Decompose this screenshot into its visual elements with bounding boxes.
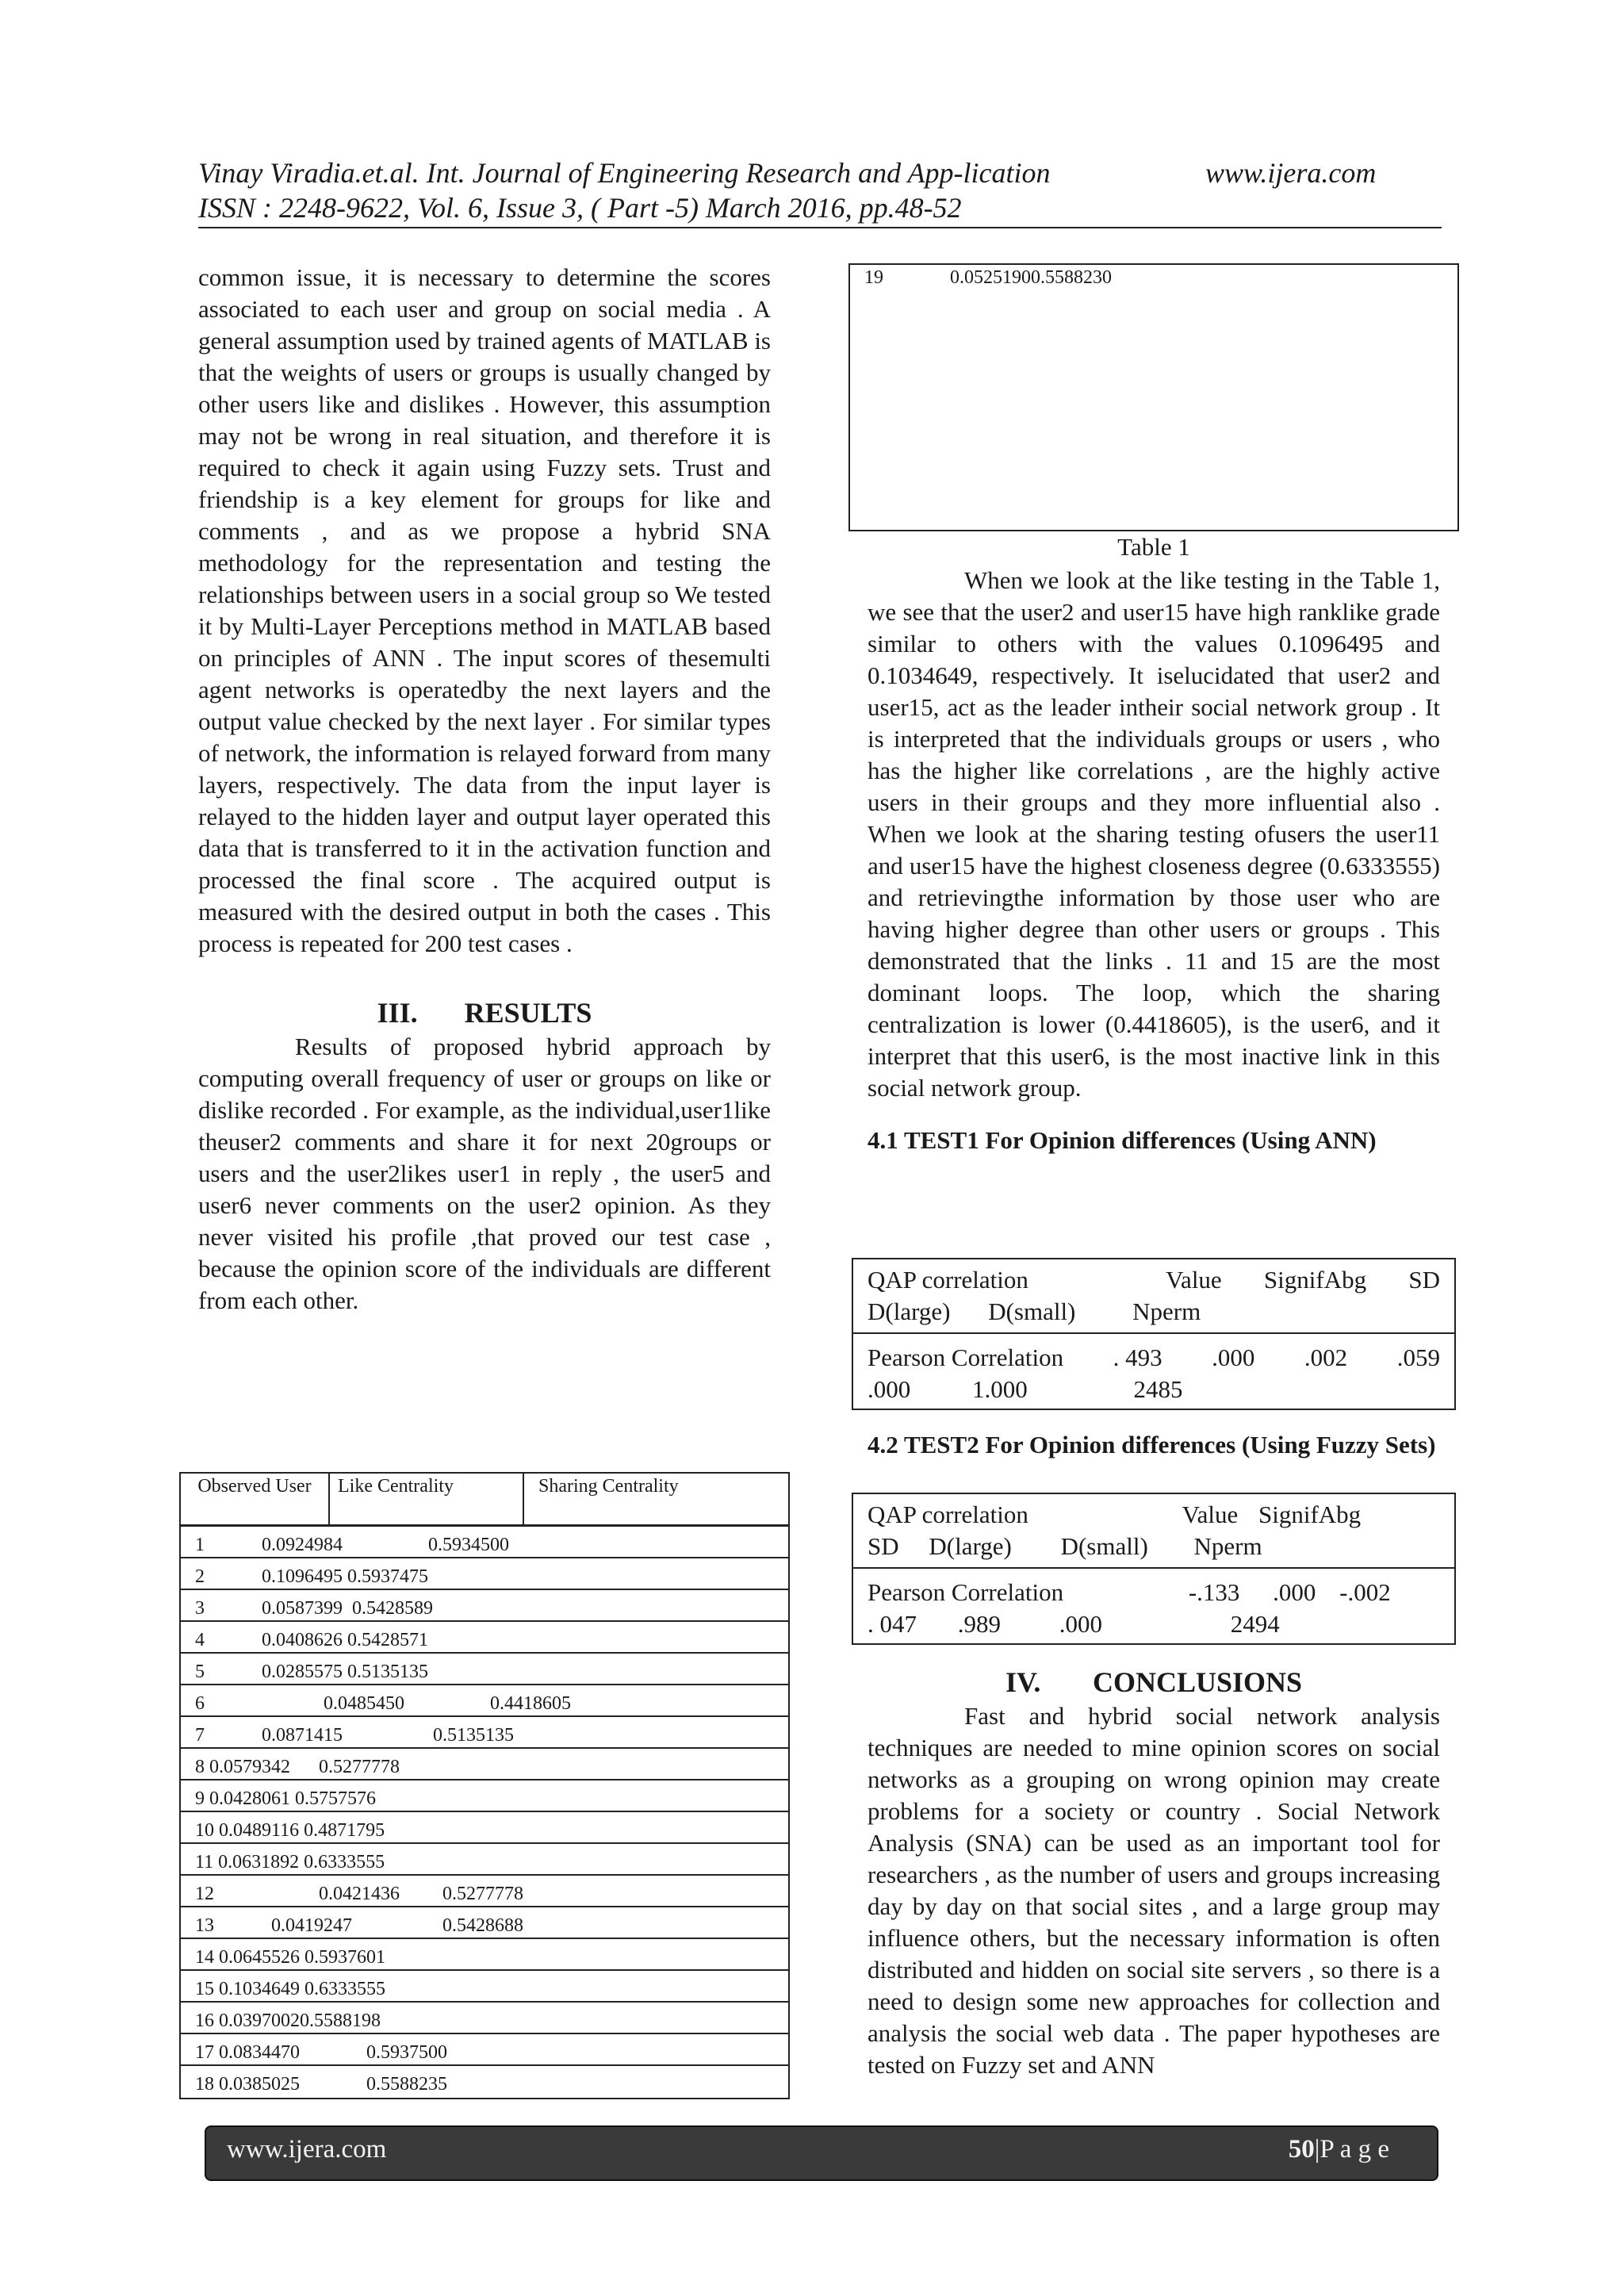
conclusions-heading-text: CONCLUSIONS xyxy=(1092,1666,1303,1698)
cell-d-small: .989 xyxy=(957,1610,1001,1638)
test1-row-line1 xyxy=(868,1342,1440,1374)
table-row: 14 0.0645526 0.5937601 xyxy=(181,1939,788,1971)
header-rule xyxy=(198,227,1442,228)
test2-table-header xyxy=(853,1494,1454,1569)
table-row: 7 0.0871415 0.5135135 xyxy=(181,1717,788,1749)
test2-header-line2 xyxy=(868,1531,1440,1562)
test1-table-header xyxy=(853,1259,1454,1334)
test1-header-line2 xyxy=(868,1296,1440,1328)
col-qap-correlation: QAP correlation xyxy=(868,1501,1028,1528)
cell-nperm-a: .000 xyxy=(1059,1610,1102,1638)
results-paragraph: Results of proposed hybrid approach by computing overall frequency of user or groups on like or dislike recorded . For example, as the individual,user1like theuser2 comments and share it for next 20groups or users and the user2likes user1 in reply , the user5 and user6 never comments on the user2 opinion. As they never visited his profile ,that proved our test case , because the opinion score of the individuals are different from each other. xyxy=(198,1033,771,1314)
footer-page xyxy=(1289,2135,1389,2164)
table-row: 9 0.0428061 0.5757576 xyxy=(181,1780,788,1812)
table-1-body xyxy=(181,1527,788,2098)
conclusions-heading xyxy=(868,1664,1440,1700)
col-value: Value xyxy=(1166,1266,1222,1294)
table-row: 17 0.0834470 0.5937500 xyxy=(181,2034,788,2066)
table-row: 13 0.0419247 0.5428688 xyxy=(181,1907,788,1939)
table-row: 11 0.0631892 0.6333555 xyxy=(181,1844,788,1876)
col-nperm: Nperm xyxy=(1132,1297,1201,1325)
table-row: 5 0.0285575 0.5135135 xyxy=(181,1654,788,1685)
page-label: |P a g e xyxy=(1314,2135,1389,2164)
test1-table-row xyxy=(853,1334,1454,1409)
cell-value: . 493 xyxy=(1113,1343,1162,1371)
test2-row-line2 xyxy=(868,1608,1440,1640)
test1-table xyxy=(852,1258,1456,1410)
table-row: 18 0.0385025 0.5588235 xyxy=(195,2074,447,2095)
col-sd: SD xyxy=(868,1532,899,1560)
test1-heading: 4.1 TEST1 For Opinion differences (Using ANN) xyxy=(868,1126,1377,1154)
test2-row-line1 xyxy=(868,1577,1440,1608)
table-1-header xyxy=(181,1474,788,1527)
cell-nperm-b: 2485 xyxy=(1133,1375,1183,1403)
table-row: 19 0.05251900.5588230 xyxy=(864,267,1112,288)
header-like-centrality: Like Centrality xyxy=(328,1474,523,1524)
header-observed-user: Observed User xyxy=(197,1476,312,1497)
cell-d-large: . 047 xyxy=(868,1610,917,1638)
journal-url: www.ijera.com xyxy=(1205,157,1377,189)
table-row: 12 0.0421436 0.5277778 xyxy=(181,1876,788,1907)
table-1 xyxy=(179,1472,790,2099)
left-column xyxy=(198,262,771,1317)
page-number: 50 xyxy=(1288,2135,1315,2164)
table-row: 16 0.03970020.5588198 xyxy=(181,2003,788,2034)
cell-nperm-b: 2494 xyxy=(1230,1610,1280,1638)
col-value: Value xyxy=(1182,1501,1239,1528)
cell-signifabg: .000 xyxy=(1273,1578,1316,1606)
cell-d-large: .059 xyxy=(1396,1343,1440,1371)
col-sd: SD xyxy=(1408,1266,1440,1294)
cell-value: -.133 xyxy=(1188,1578,1240,1606)
test2-heading: 4.2 TEST2 For Opinion differences (Using Fuzzy Sets) xyxy=(868,1431,1436,1458)
col-qap-correlation: QAP correlation xyxy=(868,1266,1028,1294)
table-row: 4 0.0408626 0.5428571 xyxy=(181,1622,788,1654)
table-1-continued xyxy=(848,263,1459,531)
conclusions-section xyxy=(868,1664,1440,2081)
cell-pearson-correlation: Pearson Correlation xyxy=(868,1578,1064,1606)
col-d-small: D(small) xyxy=(1060,1532,1148,1560)
table-row: 2 0.1096495 0.5937475 xyxy=(181,1558,788,1590)
col-nperm: Nperm xyxy=(1193,1532,1262,1560)
header-sharing-centrality: Sharing Centrality xyxy=(523,1474,788,1524)
table-1-caption: Table 1 xyxy=(1117,533,1190,561)
cell-d-small: .000 xyxy=(868,1375,911,1403)
table-row: 10 0.0489116 0.4871795 xyxy=(181,1812,788,1844)
table-row: 3 0.0587399 0.5428589 xyxy=(181,1590,788,1622)
running-header-line1 xyxy=(198,155,1050,190)
table-row: 1 0.0924984 0.5934500 xyxy=(181,1527,788,1558)
cell-sd: -.002 xyxy=(1339,1578,1391,1606)
col-d-large: D(large) xyxy=(929,1532,1012,1560)
test2-header-line1 xyxy=(868,1499,1440,1531)
journal-citation: Vinay Viradia.et.al. Int. Journal of Engineering Research and App-lication xyxy=(198,157,1051,189)
col-d-small: D(small) xyxy=(988,1297,1076,1325)
results-heading-text: RESULTS xyxy=(464,997,592,1029)
conclusions-heading-number: IV. xyxy=(1005,1666,1041,1698)
issn-line: ISSN : 2248-9622, Vol. 6, Issue 3, ( Part -5) March 2016, pp.48-52 xyxy=(198,192,962,224)
col-signifabg: SignifAbg xyxy=(1263,1266,1367,1294)
conclusions-paragraph: Fast and hybrid social network analysis techniques are needed to mine opinion scores on social networks as a grouping on wrong opinion may create problems for a society or country . Social Network Analysis (SNA) can be used as an important tool for researchers , as the number of users and groups increasing day by day on that social sites , and a large group may influence others, but the necessary information is often distributed and hidden on social site servers , so there is a need to design some new approaches for collection and analysis the social web data . The paper hypotheses are tested on Fuzzy set and ANN xyxy=(868,1702,1440,2079)
cell-nperm-a: 1.000 xyxy=(972,1375,1028,1403)
test1-header-line1 xyxy=(868,1264,1440,1296)
discussion-paragraph: When we look at the like testing in the Table 1, we see that the user2 and user15 have high ranklike grade similar to others with the values 0.1096495 and 0.1034649, respectively. It iselucidated that user2 and user15, act as the leader intheir social network group . It is interpreted that the individuals groups or users , who has the higher like correlations , are the highly active users in their groups and they more influential also . When we look at the sharing testing ofusers the user11 and user15 have the highest closeness degree (0.6333555) and retrievingthe information by those user who are having higher degree than other users or groups . This demonstrated that the links . 11 and 15 are the most dominant loops. The loop, which the sharing centralization is lower (0.4418605), is the user6, and it interpret that this user6, is the most inactive link in this social network group. xyxy=(868,566,1440,1102)
col-signifabg: SignifAbg xyxy=(1258,1501,1362,1528)
right-column xyxy=(868,565,1440,1156)
col-d-large: D(large) xyxy=(868,1297,951,1325)
footer-site: www.ijera.com xyxy=(227,2135,387,2164)
table-row: 8 0.0579342 0.5277778 xyxy=(181,1749,788,1780)
cell-sd: .002 xyxy=(1304,1343,1348,1371)
intro-paragraph: common issue, it is necessary to determine the scores associated to each user and group on social media . A general assumption used by trained agents of MATLAB is that the weights of users or groups is usually changed by other users like and dislikes . However, this assumption may not be wrong in real situation, and therefore it is required to check it again using Fuzzy sets. Trust and friendship is a key element for groups for like and comments , and as we propose a hybrid SNA methodology for the representation and testing the relationships between users in a social group so We tested it by Multi-Layer Perceptions method in MATLAB based on principles of ANN . The input scores of thesemulti agent networks is operatedby the next layers and the output value checked by the next layer . For similar types of network, the information is relayed forward from many layers, respectively. The data from the input layer is relayed to the hidden layer and output layer operated this data that is transferred to it in the activation function and processed the final score . The acquired output is measured with the desired output in both the cases . This process is repeated for 200 test cases . xyxy=(198,263,771,957)
cell-pearson-correlation: Pearson Correlation xyxy=(868,1343,1064,1371)
results-heading-number: III. xyxy=(377,997,418,1029)
results-heading xyxy=(198,995,771,1031)
test2-table xyxy=(852,1493,1456,1645)
page-footer xyxy=(205,2125,1438,2181)
cell-signifabg: .000 xyxy=(1212,1343,1255,1371)
table-row: 6 0.0485450 0.4418605 xyxy=(181,1685,788,1717)
test1-row-line2 xyxy=(868,1374,1440,1405)
table-row: 15 0.1034649 0.6333555 xyxy=(181,1971,788,2003)
test2-table-row xyxy=(853,1569,1454,1643)
